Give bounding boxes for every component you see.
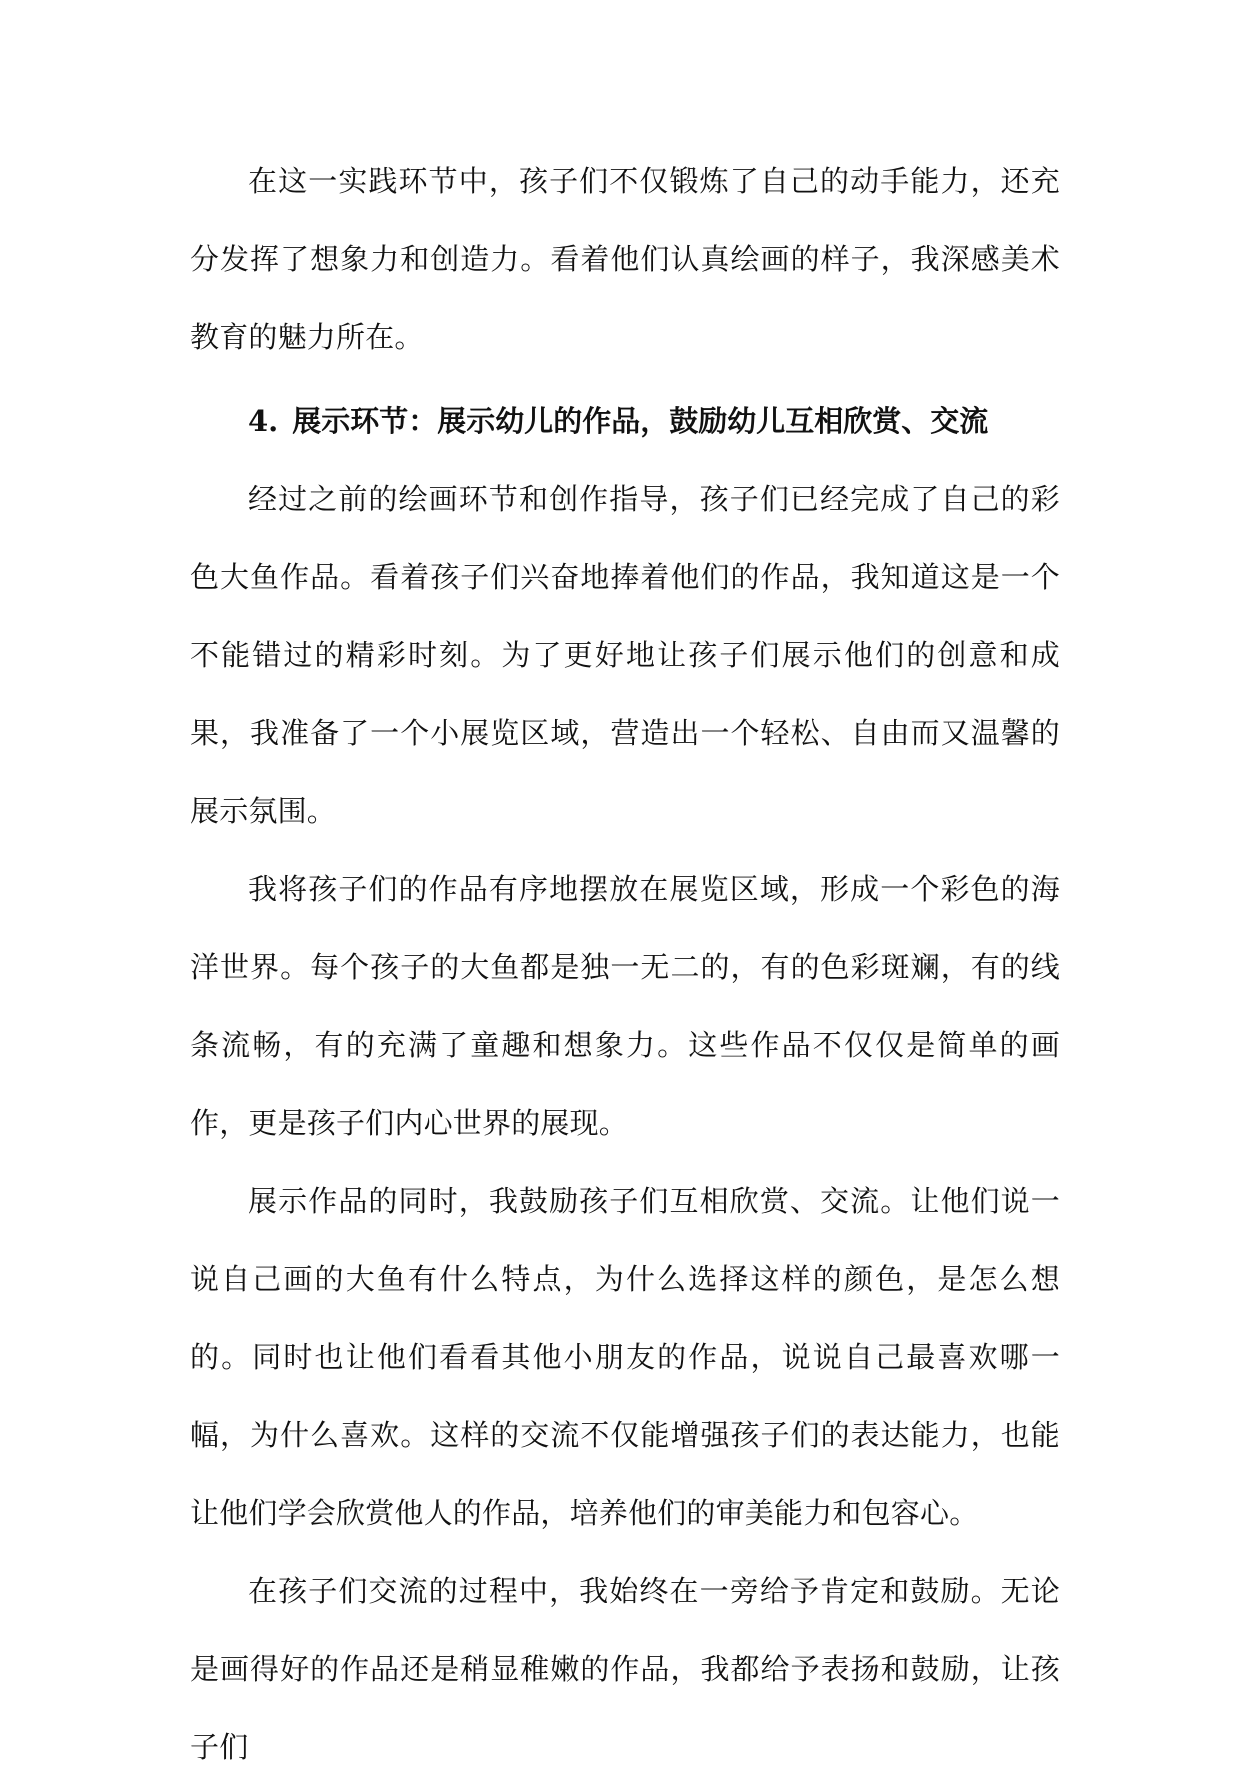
document-page: [190, 142, 1060, 1786]
paragraph-exhibition-intro: 经过之前的绘画环节和创作指导，孩子们已经完成了自己的彩色大鱼作品。看着孩子们兴奋地捧着他们的作品，我知道这是一个不能错过的精彩时刻。为了更好地让孩子们展示他们的创意和成果，我准备了一个小展览区域，营造出一个轻松、自由而又温馨的展示氛围。: [190, 482, 1060, 828]
paragraph-exhibition-layout: 我将孩子们的作品有序地摆放在展览区域，形成一个彩色的海洋世界。每个孩子的大鱼都是独一无二的，有的色彩斑斓，有的线条流畅，有的充满了童趣和想象力。这些作品不仅仅是简单的画作，更是孩子们内心世界的展现。: [190, 872, 1060, 1140]
paragraph-appreciation-exchange: 展示作品的同时，我鼓励孩子们互相欣赏、交流。让他们说一说自己画的大鱼有什么特点，为什么选择这样的颜色，是怎么想的。同时也让他们看看其他小朋友的作品，说说自己最喜欢哪一幅，为什么喜欢。这样的交流不仅能增强孩子们的表达能力，也能让他们学会欣赏他人的作品，培养他们的审美能力和包容心。: [190, 1184, 1060, 1530]
section-heading: [248, 382, 1060, 460]
paragraph-practice-summary: 在这一实践环节中，孩子们不仅锻炼了自己的动手能力，还充分发挥了想象力和创造力。看着他们认真绘画的样子，我深感美术教育的魅力所在。: [190, 164, 1060, 354]
section-number: 4.: [248, 404, 279, 438]
section-title: 展示环节：展示幼儿的作品，鼓励幼儿互相欣赏、交流: [292, 404, 989, 438]
paragraph-encouragement: 在孩子们交流的过程中，我始终在一旁给予肯定和鼓励。无论是画得好的作品还是稍显稚嫩的作品，我都给予表扬和鼓励，让孩子们: [190, 1574, 1060, 1764]
